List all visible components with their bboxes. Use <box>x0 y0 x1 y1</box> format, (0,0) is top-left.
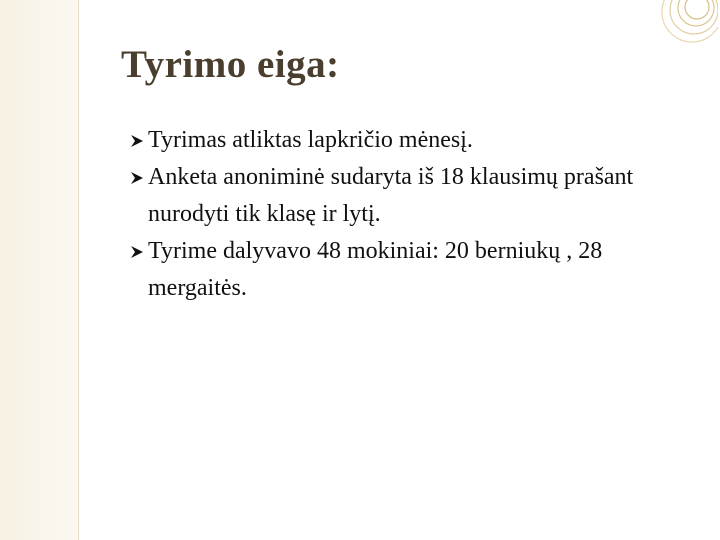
arrowhead-bullet-icon <box>130 134 144 148</box>
decorative-side-band <box>0 0 79 540</box>
bullet-item <box>130 233 700 307</box>
concentric-rings-icon <box>642 0 718 80</box>
arrowhead-bullet-icon <box>130 171 144 185</box>
bullet-text: Tyrime dalyvavo 48 mokiniai: 20 berniukų , 28 mergaitės. <box>148 238 603 301</box>
bullet-item <box>130 122 700 159</box>
bullet-text: Tyrimas atliktas lapkričio mėnesį. <box>148 127 473 153</box>
bullet-item <box>130 159 700 233</box>
bullet-text: Anketa anoniminė sudaryta iš 18 klausimų prašant nurodyti tik klasę ir lytį. <box>148 164 634 227</box>
bullet-list <box>130 122 700 307</box>
slide-title: Tyrimo eiga: <box>121 43 340 86</box>
arrowhead-bullet-icon <box>130 245 144 259</box>
